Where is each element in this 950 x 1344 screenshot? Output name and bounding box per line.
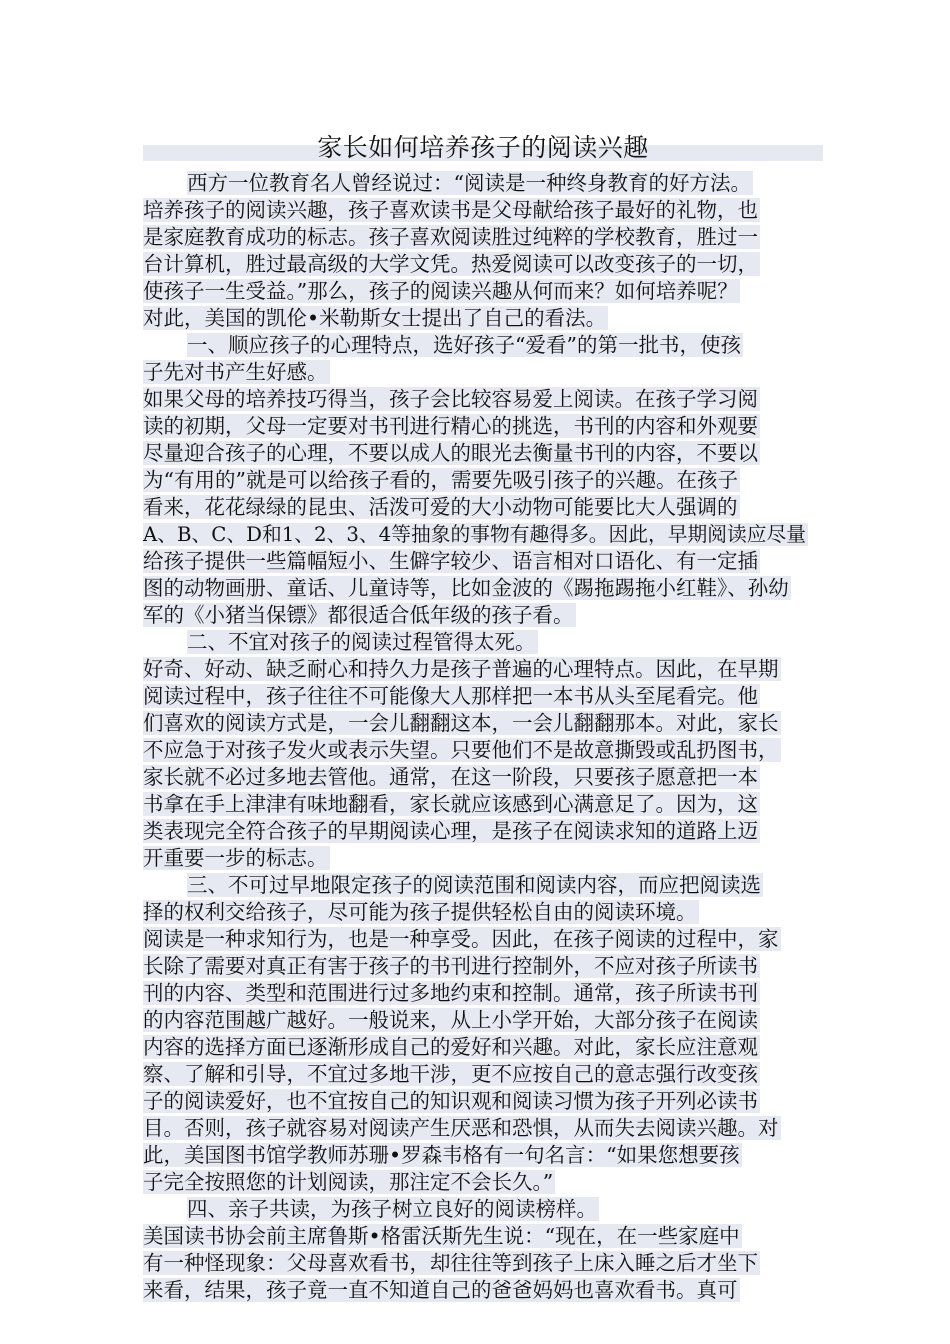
text-line: [143, 1034, 813, 1061]
text-line-content: 内容的选择方面已逐渐形成自己的爱好和兴趣。对此，家长应注意观: [143, 1035, 758, 1059]
text-line: [143, 224, 813, 251]
text-line: [143, 1223, 813, 1250]
text-line: [143, 926, 813, 953]
text-line: [143, 980, 813, 1007]
text-line: [143, 170, 813, 197]
text-line-content: 如果父母的培养技巧得当，孩子会比较容易爱上阅读。在孩子学习阅: [143, 387, 758, 411]
text-line: [143, 251, 813, 278]
text-line: [143, 791, 813, 818]
text-line: [143, 332, 813, 359]
text-line-content: 不应急于对孩子发火或表示失望。只要他们不是故意撕毁或乱扔图书，: [143, 738, 779, 762]
text-line-content: 美国读书协会前主席鲁斯•格雷沃斯先生说：“现在，在一些家庭中: [143, 1224, 740, 1248]
text-line-content: 二、不宜对孩子的阅读过程管得太死。: [187, 630, 536, 654]
text-line-content: 开重要一步的标志。: [143, 846, 328, 870]
text-line-content: A、B、C、D和1、2、3、4等抽象的事物有趣得多。因此，早期阅读应尽量: [143, 523, 806, 546]
text-line-content: 军的《小猪当保镖》都很适合低年级的孩子看。: [143, 603, 574, 627]
text-line-content: 使孩子一生受益。”那么，孩子的阅读兴趣从何而来？如何培养呢？: [143, 279, 738, 303]
text-line-content: 书拿在手上津津有味地翻看，家长就应该感到心满意足了。因为，这: [143, 792, 758, 816]
text-line: [143, 386, 813, 413]
text-line: [143, 575, 813, 602]
text-line: [143, 440, 813, 467]
text-line-content: 来看，结果，孩子竟一直不知道自己的爸爸妈妈也喜欢看书。真可: [143, 1278, 738, 1302]
text-line: [143, 656, 813, 683]
text-line-content: 子的阅读爱好，也不宜按自己的知识观和阅读习惯为孩子开列必读书: [143, 1089, 758, 1113]
text-line-content: 看来，花花绿绿的昆虫、活泼可爱的大小动物可能要比大人强调的: [143, 495, 738, 519]
text-line-content: 们喜欢的阅读方式是，一会儿翻翻这本，一会儿翻翻那本。对此，家长: [143, 711, 779, 735]
text-line: [143, 953, 813, 980]
text-line-content: 的内容范围越广越好。一般说来，从上小学开始，大部分孩子在阅读: [143, 1008, 758, 1032]
text-line-content: 尽量迎合孩子的心理，不要以成人的眼光去衡量书刊的内容，不要以: [143, 441, 758, 465]
text-line: [143, 359, 813, 386]
text-line: [143, 737, 813, 764]
text-line-content: 察、了解和引导，不宜过多地干涉，更不应按自己的意志强行改变孩: [143, 1062, 758, 1086]
text-line: [143, 467, 813, 494]
text-line: [143, 305, 813, 332]
text-line-content: 有一种怪现象：父母喜欢看书，却往往等到孩子上床入睡之后才坐下: [143, 1251, 758, 1275]
text-line-content: 图的动物画册、童话、儿童诗等，比如金波的《踢拖踢拖小红鞋》、孙幼: [143, 576, 789, 600]
text-line-content: 类表现完全符合孩子的早期阅读心理，是孩子在阅读求知的道路上迈: [143, 819, 758, 843]
text-line: [143, 629, 813, 656]
text-line: [143, 899, 813, 926]
text-line-content: 为“有用的”就是可以给孩子看的，需要先吸引孩子的兴趣。在孩子: [143, 468, 738, 492]
text-line-content: 择的权利交给孩子，尽可能为孩子提供轻松自由的阅读环境。: [143, 900, 697, 924]
text-line-content: 此，美国图书馆学教师苏珊•罗森韦格有一句名言：“如果您想要孩: [143, 1143, 740, 1167]
text-line-content: 对此，美国的凯伦•米勒斯女士提出了自己的看法。: [143, 306, 607, 330]
text-line-content: 刊的内容、类型和范围进行过多地约束和控制。通常，孩子所读书刊: [143, 981, 758, 1005]
text-line-content: 培养孩子的阅读兴趣，孩子喜欢读书是父母献给孩子最好的礼物，也: [143, 198, 758, 222]
text-line-content: 长除了需要对真正有害于孩子的书刊进行控制外，不应对孩子所读书: [143, 954, 758, 978]
text-line: [143, 818, 813, 845]
text-line-content: 阅读是一种求知行为，也是一种享受。因此，在孩子阅读的过程中，家: [143, 927, 779, 951]
text-line: [143, 1196, 813, 1223]
text-line-content: 给孩子提供一些篇幅短小、生僻字较少、语言相对口语化、有一定插: [143, 549, 758, 573]
text-line: [143, 1061, 813, 1088]
text-line: [143, 1007, 813, 1034]
text-line: [143, 1169, 813, 1196]
text-line: [143, 548, 813, 575]
text-line: [143, 1250, 813, 1277]
text-line: [143, 710, 813, 737]
text-line-content: 读的初期，父母一定要对书刊进行精心的挑选，书刊的内容和外观要: [143, 414, 758, 438]
text-line: [143, 494, 813, 521]
text-line-content: 三、不可过早地限定孩子的阅读范围和阅读内容，而应把阅读选: [187, 873, 761, 897]
text-line-content: 好奇、好动、缺乏耐心和持久力是孩子普遍的心理特点。因此，在早期: [143, 657, 779, 681]
text-line: [143, 602, 813, 629]
text-line-content: 西方一位教育名人曾经说过：“阅读是一种终身教育的好方法。: [187, 171, 751, 195]
text-line: [143, 1088, 813, 1115]
title-bar: [143, 131, 823, 165]
text-line: [143, 413, 813, 440]
text-line: [143, 521, 813, 548]
text-line-content: 四、亲子共读，为孩子树立良好的阅读榜样。: [187, 1197, 597, 1221]
document-title: 家长如何培养孩子的阅读兴趣: [317, 133, 649, 162]
text-line: [143, 683, 813, 710]
text-line-content: 目。否则，孩子就容易对阅读产生厌恶和恐惧，从而失去阅读兴趣。对: [143, 1116, 779, 1140]
text-line: [143, 872, 813, 899]
text-line-content: 台计算机，胜过最高级的大学文凭。热爱阅读可以改变孩子的一切，: [143, 252, 758, 276]
text-line-content: 家长就不必过多地去管他。通常，在这一阶段，只要孩子愿意把一本: [143, 765, 758, 789]
text-line: [143, 1277, 813, 1304]
text-line-content: 阅读过程中，孩子往往不可能像大人那样把一本书从头至尾看完。他: [143, 684, 758, 708]
text-line: [143, 1115, 813, 1142]
text-line-content: 子完全按照您的计划阅读，那注定不会长久。”: [143, 1170, 554, 1194]
text-line-content: 一、顺应孩子的心理特点，选好孩子“爱看”的第一批书，使孩: [187, 333, 741, 357]
text-line: [143, 278, 813, 305]
text-line: [143, 845, 813, 872]
text-line: [143, 197, 813, 224]
text-line: [143, 764, 813, 791]
document-body: [143, 170, 813, 1304]
text-line-content: 是家庭教育成功的标志。孩子喜欢阅读胜过纯粹的学校教育，胜过一: [143, 225, 758, 249]
text-line: [143, 1142, 813, 1169]
text-line-content: 子先对书产生好感。: [143, 360, 328, 384]
